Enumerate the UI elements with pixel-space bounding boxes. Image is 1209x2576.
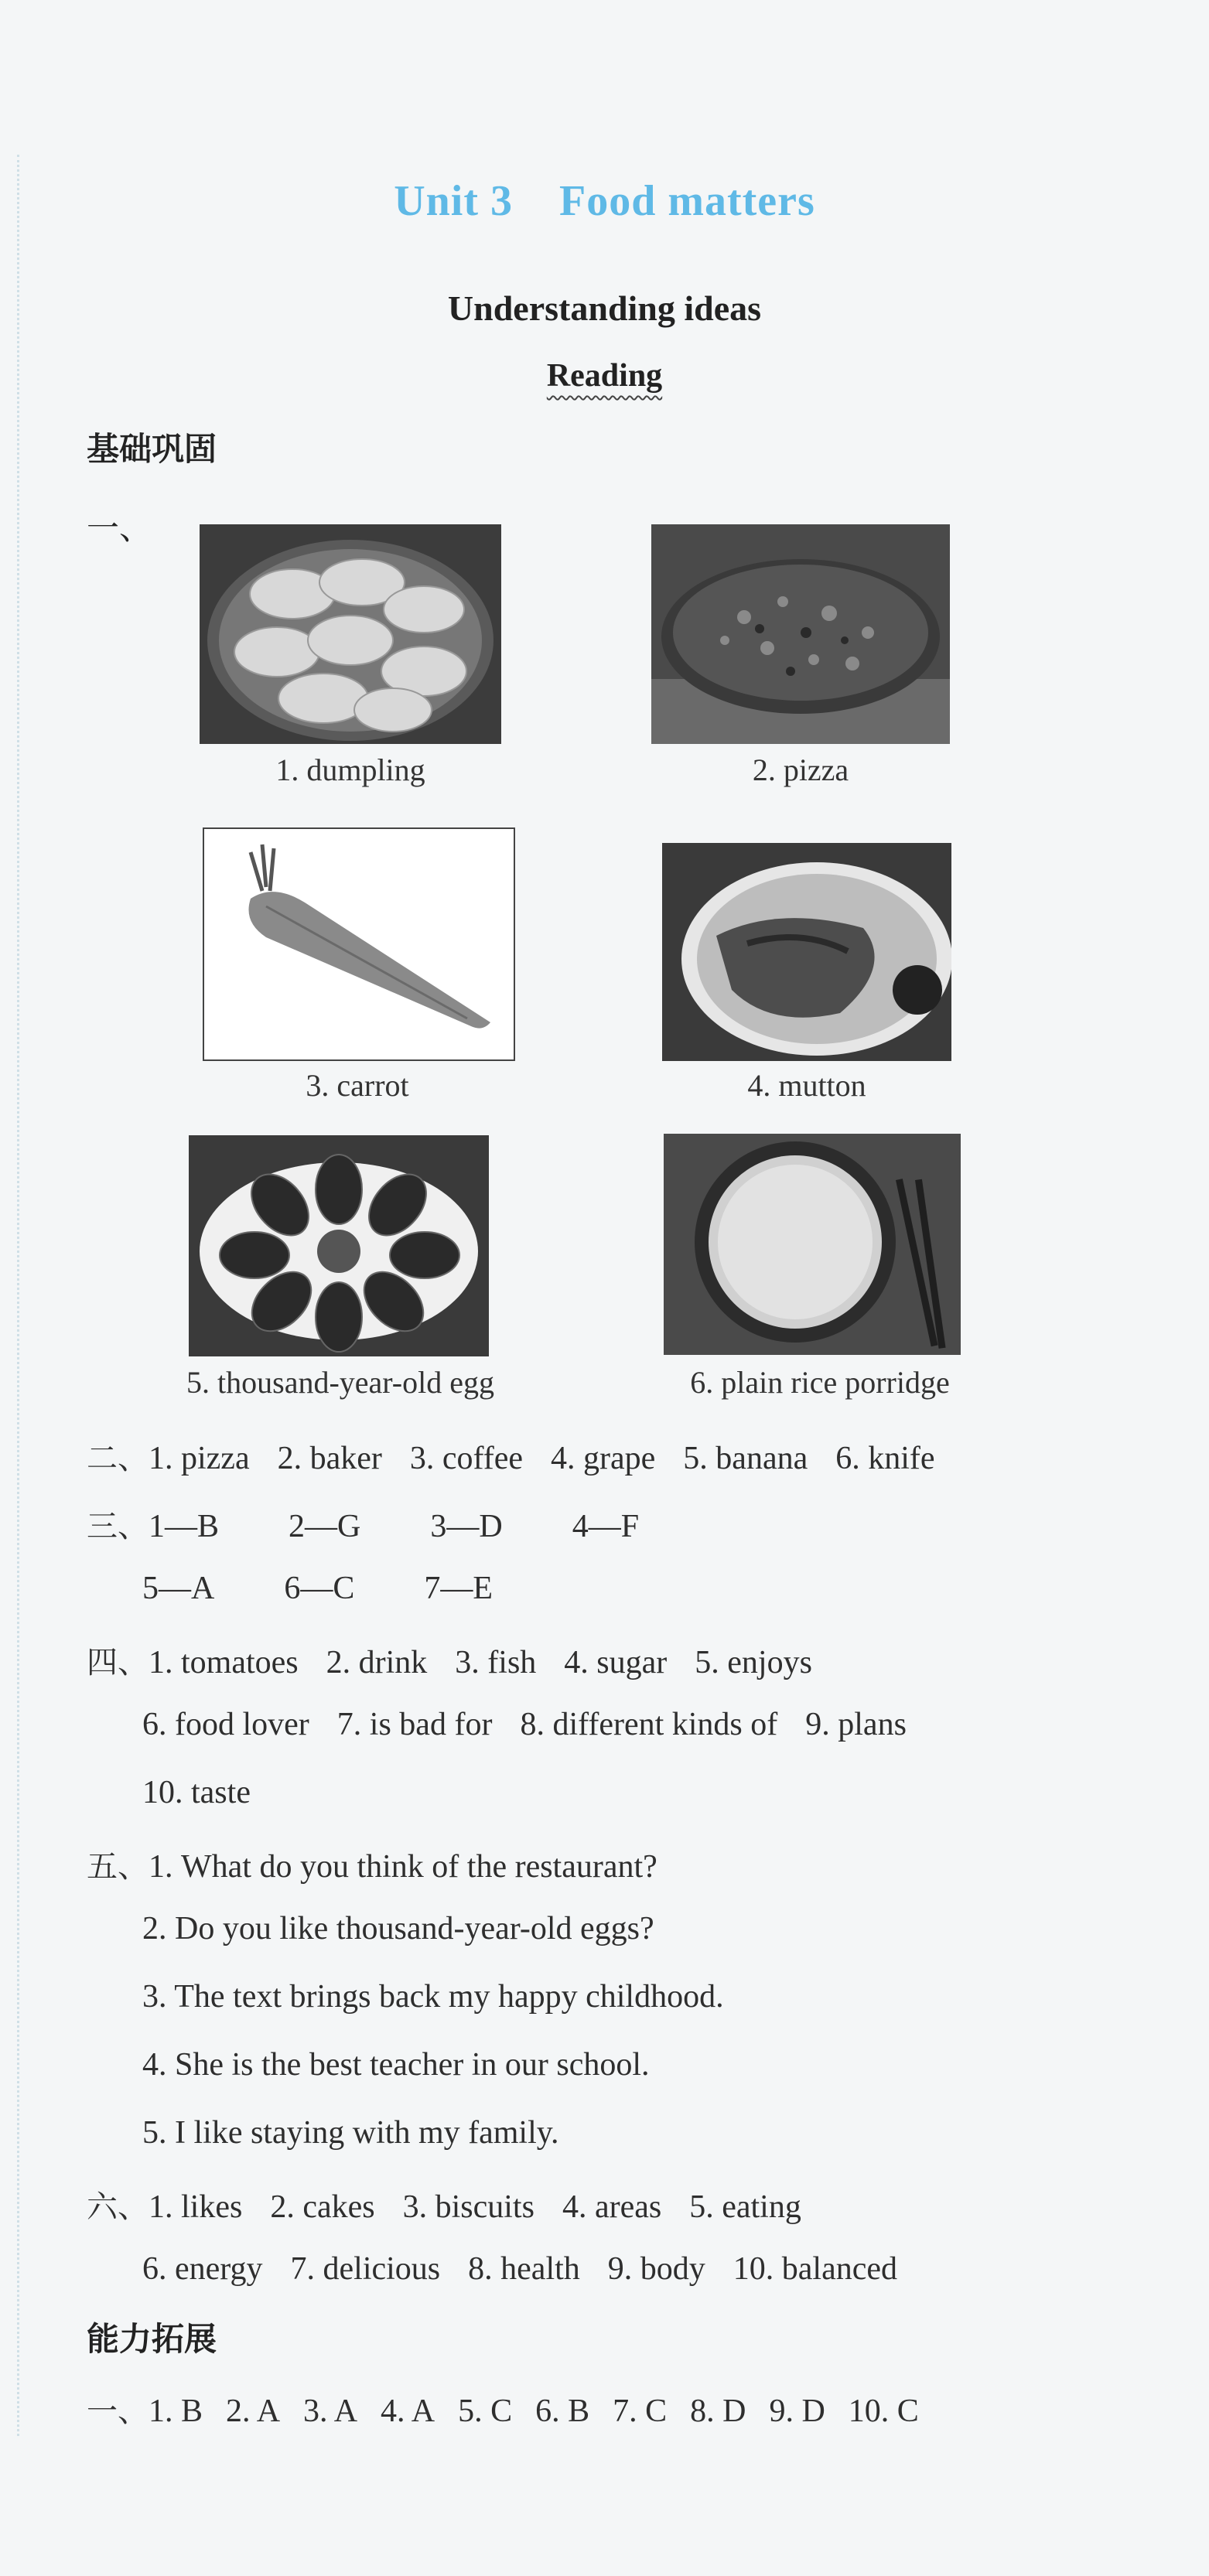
egg-photo	[189, 1135, 489, 1356]
answer-item: 6—C	[284, 1571, 355, 1606]
answer-item: 7. delicious	[290, 2251, 441, 2287]
answer-item: 9. plans	[805, 1707, 907, 1742]
q2-prefix: 二、	[87, 1441, 149, 1476]
subsection-title: Reading	[546, 358, 663, 394]
q2-line	[87, 1434, 935, 1478]
q6-prefix: 六、	[87, 2189, 149, 2225]
carrot-photo	[203, 827, 515, 1061]
answer-item: 2. baker	[277, 1441, 382, 1476]
answer-sentence: 1. What do you think of the restaurant?	[149, 1849, 657, 1885]
answer-item: 10. balanced	[733, 2251, 898, 2287]
answer-item: 6. B	[535, 2393, 590, 2429]
caption-mutton: 4. mutton	[747, 1068, 866, 1103]
answer-item: 1. pizza	[149, 1441, 250, 1476]
q3-line-1	[87, 1502, 639, 1546]
answer-item: 1. B	[149, 2393, 203, 2429]
answer-item: 6. knife	[835, 1441, 935, 1476]
answer-item: 3. A	[303, 2393, 358, 2429]
unit-title: Unit 3 Food matters	[394, 177, 815, 225]
answer-item: 4. areas	[562, 2189, 662, 2225]
answer-item: 7—E	[424, 1571, 494, 1606]
answer-item: 3. fish	[455, 1645, 537, 1680]
caption-porridge: 6. plain rice porridge	[690, 1365, 950, 1400]
a1-line	[87, 2387, 919, 2431]
answer-item: 5—A	[142, 1571, 215, 1606]
answer-item: 2—G	[289, 1509, 361, 1544]
answer-item: 8. different kinds of	[520, 1707, 778, 1742]
answer-item: 2. cakes	[270, 2189, 375, 2225]
answer-item: 2. A	[226, 2393, 281, 2429]
mutton-photo	[662, 843, 951, 1061]
q4-prefix: 四、	[87, 1645, 149, 1680]
q3-line-2	[142, 1570, 493, 1607]
answer-item: 10. C	[848, 2393, 919, 2429]
answer-item: 7. is bad for	[336, 1707, 493, 1742]
answer-item: 9. body	[607, 2251, 705, 2287]
pizza-photo	[651, 524, 950, 744]
q5-line-3: 3. The text brings back my happy childhood.	[142, 1979, 724, 2015]
answer-item: 4. A	[381, 2393, 435, 2429]
answer-item: 8. D	[690, 2393, 746, 2429]
q4-line-3	[142, 1774, 251, 1811]
answer-item: 4. grape	[551, 1441, 656, 1476]
answer-item: 8. health	[468, 2251, 580, 2287]
advanced-heading: 能力拓展	[87, 2320, 217, 2358]
q5-line-5: 5. I like staying with my family.	[142, 2115, 559, 2151]
q6-line-2	[142, 2250, 897, 2288]
answer-item: 1. tomatoes	[149, 1645, 299, 1680]
answer-item: 1. likes	[149, 2189, 243, 2225]
caption-carrot: 3. carrot	[306, 1068, 409, 1103]
answer-item: 6. energy	[142, 2251, 263, 2287]
basic-heading: 基础巩固	[87, 430, 217, 468]
q6-line-1	[87, 2182, 801, 2226]
answer-item: 9. D	[769, 2393, 825, 2429]
section-title: Understanding ideas	[447, 288, 762, 328]
answer-item: 5. banana	[683, 1441, 808, 1476]
q5-line-1	[87, 1842, 657, 1886]
caption-dumpling: 1. dumpling	[275, 752, 425, 787]
a1-prefix: 一、	[87, 2393, 149, 2429]
answer-item: 10. taste	[142, 1775, 251, 1810]
q5-line-4: 4. She is the best teacher in our school.	[142, 2047, 650, 2083]
caption-pizza: 2. pizza	[752, 752, 849, 787]
answer-item: 2. drink	[326, 1645, 428, 1680]
q4-line-1	[87, 1638, 812, 1682]
q3-prefix: 三、	[87, 1509, 149, 1544]
q1-label: 一、	[87, 509, 152, 547]
q5-prefix: 五、	[87, 1849, 149, 1885]
q4-line-2	[142, 1706, 907, 1743]
q5-line-2: 2. Do you like thousand-year-old eggs?	[142, 1911, 654, 1947]
dumpling-photo	[200, 524, 501, 744]
answer-item: 5. C	[458, 2393, 513, 2429]
caption-egg: 5. thousand-year-old egg	[186, 1365, 494, 1400]
answer-item: 5. eating	[689, 2189, 801, 2225]
porridge-photo	[664, 1134, 961, 1355]
answer-item: 3. biscuits	[402, 2189, 534, 2225]
answer-item: 3. coffee	[409, 1441, 524, 1476]
answer-item: 5. enjoys	[695, 1645, 812, 1680]
answer-item: 4—F	[572, 1509, 640, 1544]
margin-line	[17, 155, 22, 2436]
answer-item: 3—D	[430, 1509, 503, 1544]
answer-item: 1—B	[149, 1509, 220, 1544]
answer-item: 4. sugar	[564, 1645, 668, 1680]
answer-item: 7. C	[613, 2393, 668, 2429]
answer-item: 6. food lover	[142, 1707, 309, 1742]
